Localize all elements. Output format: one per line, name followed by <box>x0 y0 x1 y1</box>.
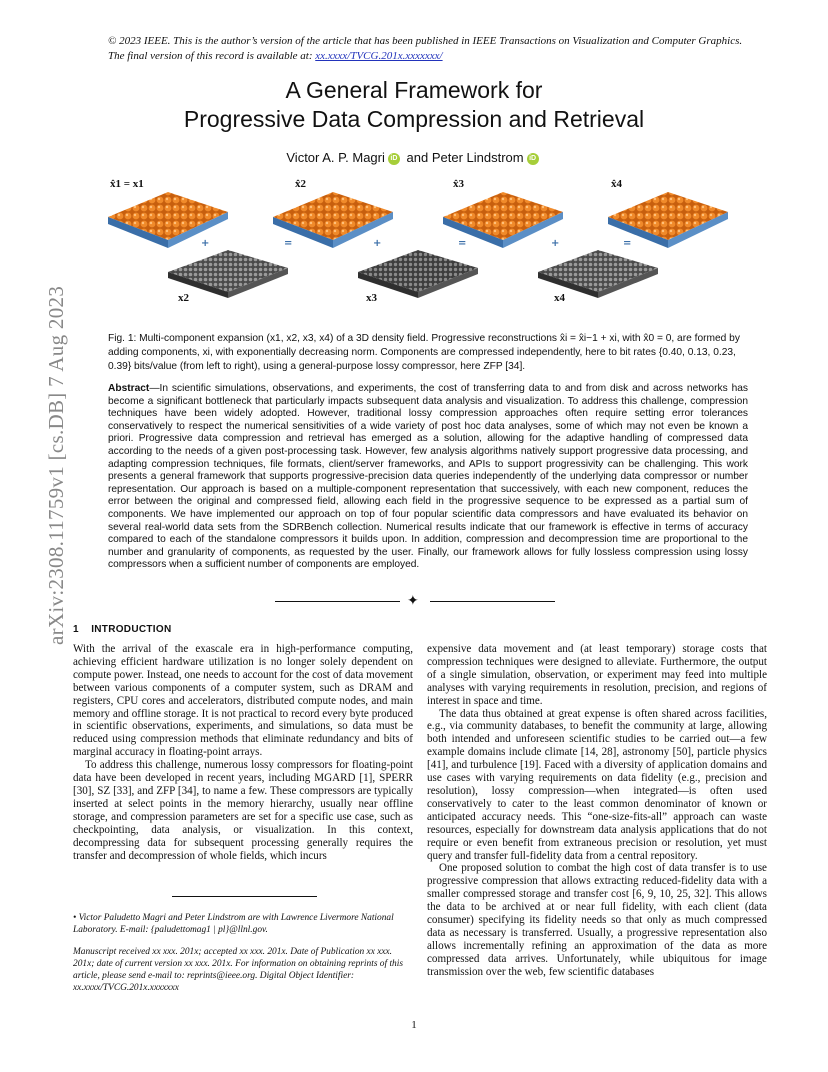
equals-sign: = <box>284 238 293 249</box>
arxiv-stamp <box>14 285 68 650</box>
section-number: 1 <box>73 624 79 635</box>
footnotes <box>73 912 413 1004</box>
abstract-text: —In scientific simulations, observations, and experiments, the cost of transferring data to and from disk and across networks has become a significant bottleneck that particularly impacts subsequent data analysis and visualization. To address this challenge, compression techniques have been widely adopted. However, traditional lossy compression approaches often require setting error tolerances conservatively to respect the numerical sensitivities of a wide variety of post hoc data analyses, some of which may not even be known a priori. Progressive data compression and retrieval has emerged as a solution, allowing for the adaptive handling of compressed data according to the needs of a given post-processing task. However, few analysis algorithms natively support progressive data processing, and adapting compression techniques, file formats, client/server frameworks, and APIs to support progressivity can be challenging. This work presents a general framework that supports progressive-precision data queries independently of the underlying data compressor or number representation. Our approach is based on a multiple-component representation that successively, with each new component, reduces the error between the original and compressed field, allowing each field in the progressive sequence to be expressed as a partial sum of components. We have implemented our approach on top of four popular scientific data compressors and have evaluated its behavior on several real-world data sets from the SDRBench collection. Numerical results indicate that our framework is effective in terms of accuracy compared to each of the standalone compressors it builds upon. In addition, compression and decompression time are proportional to the number and granularity of components, as requested by the user. Finally, our framework allows for fully lossless compression using lossy compressors when a sufficient number of components are employed. <box>108 383 748 571</box>
component-slab-2 <box>168 250 288 298</box>
figure-top-label: x̂1 = x1 <box>110 178 144 190</box>
plus-sign: + <box>551 238 560 249</box>
manuscript-footnote: Manuscript received xx xxx. 201x; accepted xx xxx. 201x. Date of Publication xx xxx. 201x; date of current version xx xxx. 201x. For information on obtaining reprints of this article, please send e-mail to: reprints@ieee.org. Digital Object Identifier: xx.xxxx/TVCG.201x.xxxxxxx <box>73 947 403 993</box>
figure-1 <box>108 172 748 322</box>
footnote-rule <box>172 896 317 897</box>
affiliation-footnote: • Victor Paludetto Magri and Peter Lindstrom are with Lawrence Livermore National Laboratory. E-mail: {paludettomag1 | pl}@llnl.gov. <box>73 913 394 935</box>
author-connector: and <box>406 150 429 165</box>
doi-link[interactable]: xx.xxxx/TVCG.201x.xxxxxxx/ <box>315 50 443 62</box>
section-divider <box>275 596 555 608</box>
figure-caption: Fig. 1: Multi-component expansion (x1, x2, x3, x4) of a 3D density field. Progressive reconstructions x̂i = x̂i−1 + xi, with x̂0 = 0, are formed by adding components, xi, with exponentially decreasing norm. Components are compressed independently, here to bit rates {0.40, 0.13, 0.23, 0.39} bits/value (from left to right), using a general-purpose lossy compressor, here ZFP [34]. <box>108 333 740 372</box>
orcid-icon[interactable]: iD <box>527 153 539 165</box>
component-slab-4 <box>538 250 658 298</box>
right-column <box>427 643 767 979</box>
title-line-2: Progressive Data Compression and Retrieval <box>183 106 645 132</box>
title-line-1: A General Framework for <box>285 77 543 103</box>
page-number: 1 <box>411 1019 417 1031</box>
abstract-label: Abstract <box>108 383 150 394</box>
paragraph: expensive data movement and (at least temporary) storage costs that compression techniques were designed to alleviate. Furthermore, the output of a single simulation, observation, or experiment may feed into multiple analyses with varying requirements in resolution, precision, and regions of interest in space and time. <box>427 643 767 707</box>
author-list <box>0 150 828 165</box>
author-1: Victor A. P. Magri <box>286 150 385 165</box>
section-title: INTRODUCTION <box>91 624 172 635</box>
plus-sign: + <box>201 238 210 249</box>
figure-1-graphic <box>108 172 748 322</box>
copyright-text: © 2023 IEEE. This is the author’s version of the article that has been published in IEEE Transactions on Visualization and Computer Graphics. The final version of this record is available at: <box>108 35 743 62</box>
diamond-star-icon: ✦ <box>407 594 419 609</box>
equals-sign: = <box>458 238 467 249</box>
copyright-notice <box>108 34 748 64</box>
paragraph: One proposed solution to combat the high cost of data transfer is to use progressive compression that allows extracting reduced-fidelity data with a smaller compressed storage and transfer cost [6, 9, 10, 25, 32]. This allows the data to be archived at or near full fidelity, with each client (data consumer) specifying its fidelity needs so that only as much compressed data as necessary is transferred. Usually, a progressive representation also allows incrementally refining an approximation of the data as more compressed data arrives. Unfortunately, while ubiquitous for image transmission over the web, few scientific databases <box>427 862 767 978</box>
paragraph: To address this challenge, numerous lossy compressors for floating-point data have been developed in recent years, including MGARD [1], SPERR [30], SZ [33], and ZFP [34], to name a few. These compressors are typically inserted at select points in the memory hierarchy, usually near offline storage, and compression parameters are set for a specific use case, such as checkpointing, data analysis, or visualization. In this context, decompressing data for subsequent processing generally requires the transfer and decompression of whole fields, which incurs <box>73 759 413 862</box>
figure-bottom-label: x2 <box>178 292 189 304</box>
figure-top-label: x̂2 <box>295 178 306 190</box>
paragraph: With the arrival of the exascale era in high-performance computing, achieving efficient hardware utilization is no longer solely dependent on compute power. Instead, one needs to account for the cost of data movement between various components of a computer system, such as DRAM and registers, CPU cores and accelerators, distributed compute nodes, and main memory and offline storage. It is not practical to record every byte produced in scientific observations, experiments, and simulations, so data must be reduced using compression methods that eliminate redundancy and bits of marginal accuracy in floating-point arrays. <box>73 643 413 759</box>
abstract <box>108 383 748 572</box>
reconstruction-slab-1 <box>108 192 228 248</box>
figure-top-label: x̂3 <box>453 178 464 190</box>
plus-sign: + <box>373 238 382 249</box>
arxiv-stamp-text: arXiv:2308.11759v1 [cs.DB] 7 Aug 2023 <box>44 285 68 645</box>
component-slab-3 <box>358 250 478 298</box>
figure-bottom-label: x3 <box>366 292 377 304</box>
orcid-icon[interactable]: iD <box>388 153 400 165</box>
divider-line <box>430 601 555 602</box>
paper-title <box>0 76 828 134</box>
equals-sign: = <box>623 238 632 249</box>
figure-top-label: x̂4 <box>611 178 622 190</box>
divider-line <box>275 601 400 602</box>
figure-bottom-label: x4 <box>554 292 565 304</box>
section-heading <box>73 624 171 635</box>
left-column <box>73 643 413 862</box>
author-2: Peter Lindstrom <box>431 150 524 165</box>
paragraph: The data thus obtained at great expense is often shared across facilities, e.g., via community databases, to benefit the community at large, allowing both intended and unforeseen scientific studies to be carried out—a few example domains include climate [14, 28], astronomy [50], particle physics [41], and turbulence [19]. Faced with a diversity of application domains and use cases with varying requirements on data fidelity (e.g., precision and resolution), lossy compression—when integrated—is often used conservatively to cater to the least common denominator of known or anticipated accuracy needs. This “one-size-fits-all” approach can waste resources, especially for downstream data analysis applications that do not require or even benefit from extraneous precision or resolution, yet must query and transfer full-fidelity data from a central repository. <box>427 707 767 862</box>
